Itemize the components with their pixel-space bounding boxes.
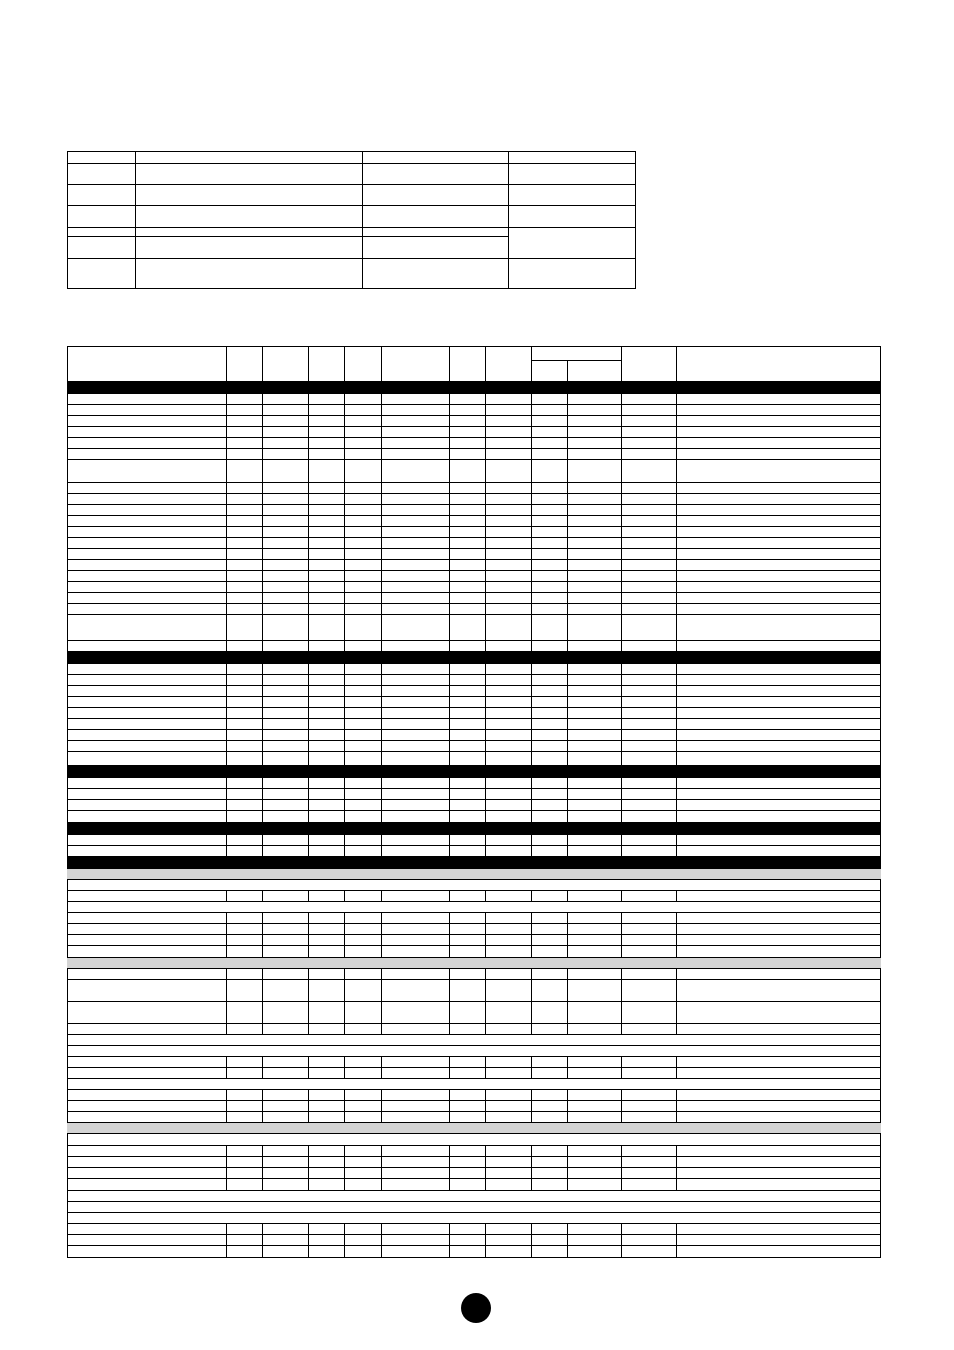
table-row-rule	[485, 912, 486, 958]
table-row-rule	[226, 777, 227, 823]
table-row-rule	[67, 1111, 881, 1112]
section-header-band	[67, 651, 881, 663]
parameter-table-rule	[531, 360, 622, 361]
table-row-rule	[67, 968, 881, 969]
parameter-table-rule	[381, 346, 382, 382]
table-row-rule	[567, 834, 568, 857]
parameter-table-rule	[308, 346, 309, 382]
table-row-rule	[67, 504, 881, 505]
table-row-rule	[308, 912, 309, 958]
table-row-rule	[67, 788, 881, 789]
section-header-band	[67, 822, 881, 834]
table-row-rule	[262, 1223, 263, 1258]
table-row-rule	[676, 1089, 677, 1123]
summary-table-rule	[67, 151, 636, 152]
table-row-rule	[67, 437, 881, 438]
table-row-rule	[67, 1078, 881, 1079]
table-row-rule	[67, 1245, 881, 1246]
table-row-rule	[226, 834, 227, 857]
summary-table-rule	[135, 151, 136, 289]
table-row-rule	[676, 968, 677, 1035]
summary-table-rule	[67, 258, 636, 259]
table-row-rule	[531, 663, 532, 766]
table-row-rule	[67, 404, 881, 405]
table-row-rule	[485, 393, 486, 652]
summary-table-rule	[635, 151, 636, 289]
table-row-rule	[67, 570, 881, 571]
table-row-rule	[67, 614, 881, 615]
table-row-rule	[567, 1056, 568, 1079]
subsection-header-band	[67, 957, 881, 968]
table-row-rule	[485, 968, 486, 1035]
table-row-rule	[381, 968, 382, 1035]
table-row-rule	[449, 1223, 450, 1258]
table-row-rule	[67, 1223, 881, 1224]
table-row-rule	[531, 393, 532, 652]
table-row-rule	[67, 957, 881, 958]
table-row-rule	[67, 1067, 881, 1068]
page-number-badge	[461, 1293, 491, 1323]
table-row-rule	[676, 912, 677, 958]
table-row-rule	[67, 1034, 881, 1035]
table-row-rule	[67, 603, 881, 604]
table-row-rule	[226, 1145, 227, 1191]
table-row-rule	[67, 685, 881, 686]
table-row-rule	[67, 718, 881, 719]
summary-table-rule	[67, 205, 636, 206]
table-row-rule	[308, 1145, 309, 1191]
table-row-rule	[67, 834, 881, 835]
table-row-rule	[567, 663, 568, 766]
table-row-rule	[308, 1056, 309, 1079]
table-row-rule	[531, 1223, 532, 1258]
summary-table-rule	[67, 151, 68, 289]
table-row-rule	[67, 493, 881, 494]
table-row-rule	[621, 1089, 622, 1123]
table-row-rule	[67, 945, 881, 946]
table-row-rule	[676, 777, 677, 823]
table-row-rule	[226, 663, 227, 766]
table-row-rule	[67, 663, 881, 664]
table-row-rule	[344, 1145, 345, 1191]
table-row-rule	[67, 923, 881, 924]
table-row-rule	[67, 448, 881, 449]
table-row-rule	[449, 1089, 450, 1123]
table-row-rule	[485, 1089, 486, 1123]
table-row-rule	[67, 1212, 881, 1213]
table-row-rule	[344, 834, 345, 857]
table-row-rule	[67, 1089, 881, 1090]
table-row-rule	[67, 393, 881, 394]
table-row-rule	[381, 1089, 382, 1123]
page-title	[67, 100, 637, 114]
table-row-rule	[226, 393, 227, 652]
table-row-rule	[262, 1145, 263, 1191]
table-row-rule	[67, 901, 881, 902]
table-row-rule	[67, 934, 881, 935]
summary-table-rule	[67, 184, 636, 185]
table-row-rule	[485, 1223, 486, 1258]
table-row-rule	[344, 912, 345, 958]
parameter-table-rule	[676, 346, 677, 382]
table-row-rule	[67, 1167, 881, 1168]
table-row-rule	[531, 968, 532, 1035]
table-row-rule	[67, 526, 881, 527]
section-header-band	[67, 856, 881, 868]
table-row-rule	[226, 912, 227, 958]
table-row-rule	[449, 968, 450, 1035]
table-row-rule	[67, 751, 881, 752]
parameter-table-rule	[262, 346, 263, 382]
table-row-rule	[67, 912, 881, 913]
table-row-rule	[67, 879, 881, 880]
table-row-rule	[621, 663, 622, 766]
table-row-rule	[67, 640, 881, 641]
table-row-rule	[67, 1133, 881, 1134]
table-row-rule	[262, 1089, 263, 1123]
parameter-table-rule	[449, 346, 450, 382]
table-row-rule	[67, 482, 881, 483]
table-row-rule	[449, 1145, 450, 1191]
table-row-rule	[449, 912, 450, 958]
table-row-rule	[381, 777, 382, 823]
table-row-rule	[449, 834, 450, 857]
table-row-rule	[485, 1145, 486, 1191]
table-row-rule	[67, 1190, 881, 1191]
parameter-table-rule	[531, 346, 532, 382]
table-row-rule	[676, 393, 677, 652]
table-row-rule	[567, 393, 568, 652]
table-row-rule	[344, 393, 345, 652]
table-row-rule	[449, 663, 450, 766]
table-row-rule	[531, 912, 532, 958]
table-row-rule	[308, 968, 309, 1035]
table-row-rule	[621, 1056, 622, 1079]
table-row-rule	[381, 1223, 382, 1258]
table-row-rule	[621, 968, 622, 1035]
table-row-rule	[67, 740, 881, 741]
table-row-rule	[262, 777, 263, 823]
table-row-rule	[308, 1089, 309, 1123]
table-row-rule	[67, 592, 881, 593]
table-row-rule	[262, 912, 263, 958]
table-row-rule	[67, 696, 881, 697]
table-row-rule	[344, 777, 345, 823]
parameter-table-rule	[485, 346, 486, 382]
table-row-rule	[381, 1145, 382, 1191]
table-row-rule	[621, 393, 622, 652]
table-row-rule	[567, 1223, 568, 1258]
table-row-rule	[344, 1089, 345, 1123]
table-row-rule	[531, 1145, 532, 1191]
table-row-rule	[676, 1145, 677, 1191]
table-row-rule	[621, 1145, 622, 1191]
table-row-rule	[262, 393, 263, 652]
table-row-rule	[67, 1056, 881, 1057]
table-row-rule	[67, 1100, 881, 1101]
table-row-rule	[621, 777, 622, 823]
table-row-rule	[621, 1223, 622, 1258]
summary-table-rule	[362, 151, 363, 289]
table-row-rule	[67, 765, 881, 766]
table-row-rule	[344, 663, 345, 766]
table-row-rule	[67, 651, 881, 652]
table-row-rule	[67, 707, 881, 708]
table-row-rule	[449, 1056, 450, 1079]
table-row-rule	[531, 1056, 532, 1079]
table-row-rule	[531, 1089, 532, 1123]
table-row-rule	[67, 1257, 881, 1258]
table-row-rule	[676, 1056, 677, 1079]
summary-table-rule	[508, 151, 509, 289]
table-row-rule	[67, 581, 881, 582]
table-row-rule	[262, 1056, 263, 1079]
table-row-rule	[485, 777, 486, 823]
table-row-rule	[308, 393, 309, 652]
table-row-rule	[676, 663, 677, 766]
table-row-rule	[67, 1201, 881, 1202]
table-row-rule	[485, 663, 486, 766]
table-row-rule	[531, 834, 532, 857]
table-row-rule	[67, 729, 881, 730]
parameter-table-rule	[344, 346, 345, 382]
table-row-rule	[67, 1023, 881, 1024]
table-row-rule	[226, 1223, 227, 1258]
table-row-rule	[485, 834, 486, 857]
table-row-rule	[449, 777, 450, 823]
section-header-band	[67, 765, 881, 777]
table-row-rule	[621, 834, 622, 857]
parameter-table-rule	[567, 360, 568, 382]
parameter-table-rule	[67, 346, 881, 347]
table-row-rule	[308, 834, 309, 857]
table-row-rule	[67, 426, 881, 427]
table-row-rule	[308, 777, 309, 823]
table-row-rule	[381, 912, 382, 958]
subsection-header-band	[67, 868, 881, 879]
table-row-rule	[344, 1223, 345, 1258]
parameter-table-rule	[226, 346, 227, 382]
table-row-rule	[262, 663, 263, 766]
parameter-table-rule	[67, 868, 881, 869]
table-row-rule	[621, 912, 622, 958]
table-row-rule	[67, 822, 881, 823]
table-row-rule	[381, 663, 382, 766]
table-row-rule	[381, 834, 382, 857]
table-row-rule	[485, 1056, 486, 1079]
merged-cell-mask	[509, 236, 635, 237]
table-row-rule	[67, 674, 881, 675]
table-row-rule	[67, 515, 881, 516]
table-row-rule	[567, 1145, 568, 1191]
table-row-rule	[67, 1156, 881, 1157]
table-row-rule	[262, 968, 263, 1035]
table-row-rule	[67, 1145, 881, 1146]
table-row-rule	[67, 548, 881, 549]
parameter-table-rule	[621, 346, 622, 382]
table-row-rule	[381, 393, 382, 652]
table-row-rule	[67, 856, 881, 857]
table-row-rule	[67, 537, 881, 538]
section-header-band	[67, 381, 881, 393]
summary-table-rule	[67, 163, 636, 164]
table-row-rule	[308, 1223, 309, 1258]
table-row-rule	[308, 663, 309, 766]
table-row-rule	[567, 1089, 568, 1123]
table-row-rule	[67, 1045, 881, 1046]
table-row-rule	[226, 1089, 227, 1123]
table-row-rule	[67, 415, 881, 416]
table-row-rule	[344, 968, 345, 1035]
table-row-rule	[567, 968, 568, 1035]
table-row-rule	[67, 1234, 881, 1235]
table-row-rule	[676, 1223, 677, 1258]
table-row-rule	[67, 1122, 881, 1123]
table-row-rule	[226, 1056, 227, 1079]
table-row-rule	[67, 799, 881, 800]
table-row-rule	[226, 968, 227, 1035]
table-row-rule	[67, 559, 881, 560]
table-row-rule	[567, 912, 568, 958]
table-row-rule	[67, 810, 881, 811]
summary-table-rule	[67, 288, 636, 289]
table-row-rule	[344, 1056, 345, 1079]
subsection-header-band	[67, 1122, 881, 1133]
table-row-rule	[67, 890, 881, 891]
summary-table-rule	[67, 227, 636, 228]
table-row-rule	[67, 459, 881, 460]
table-row-rule	[67, 979, 881, 980]
table-row-rule	[676, 834, 677, 857]
table-row-rule	[567, 777, 568, 823]
table-row-rule	[262, 834, 263, 857]
table-row-rule	[67, 1178, 881, 1179]
table-row-rule	[67, 1001, 881, 1002]
table-row-rule	[381, 1056, 382, 1079]
table-row-rule	[449, 393, 450, 652]
table-row-rule	[67, 845, 881, 846]
table-row-rule	[531, 777, 532, 823]
table-row-rule	[67, 777, 881, 778]
